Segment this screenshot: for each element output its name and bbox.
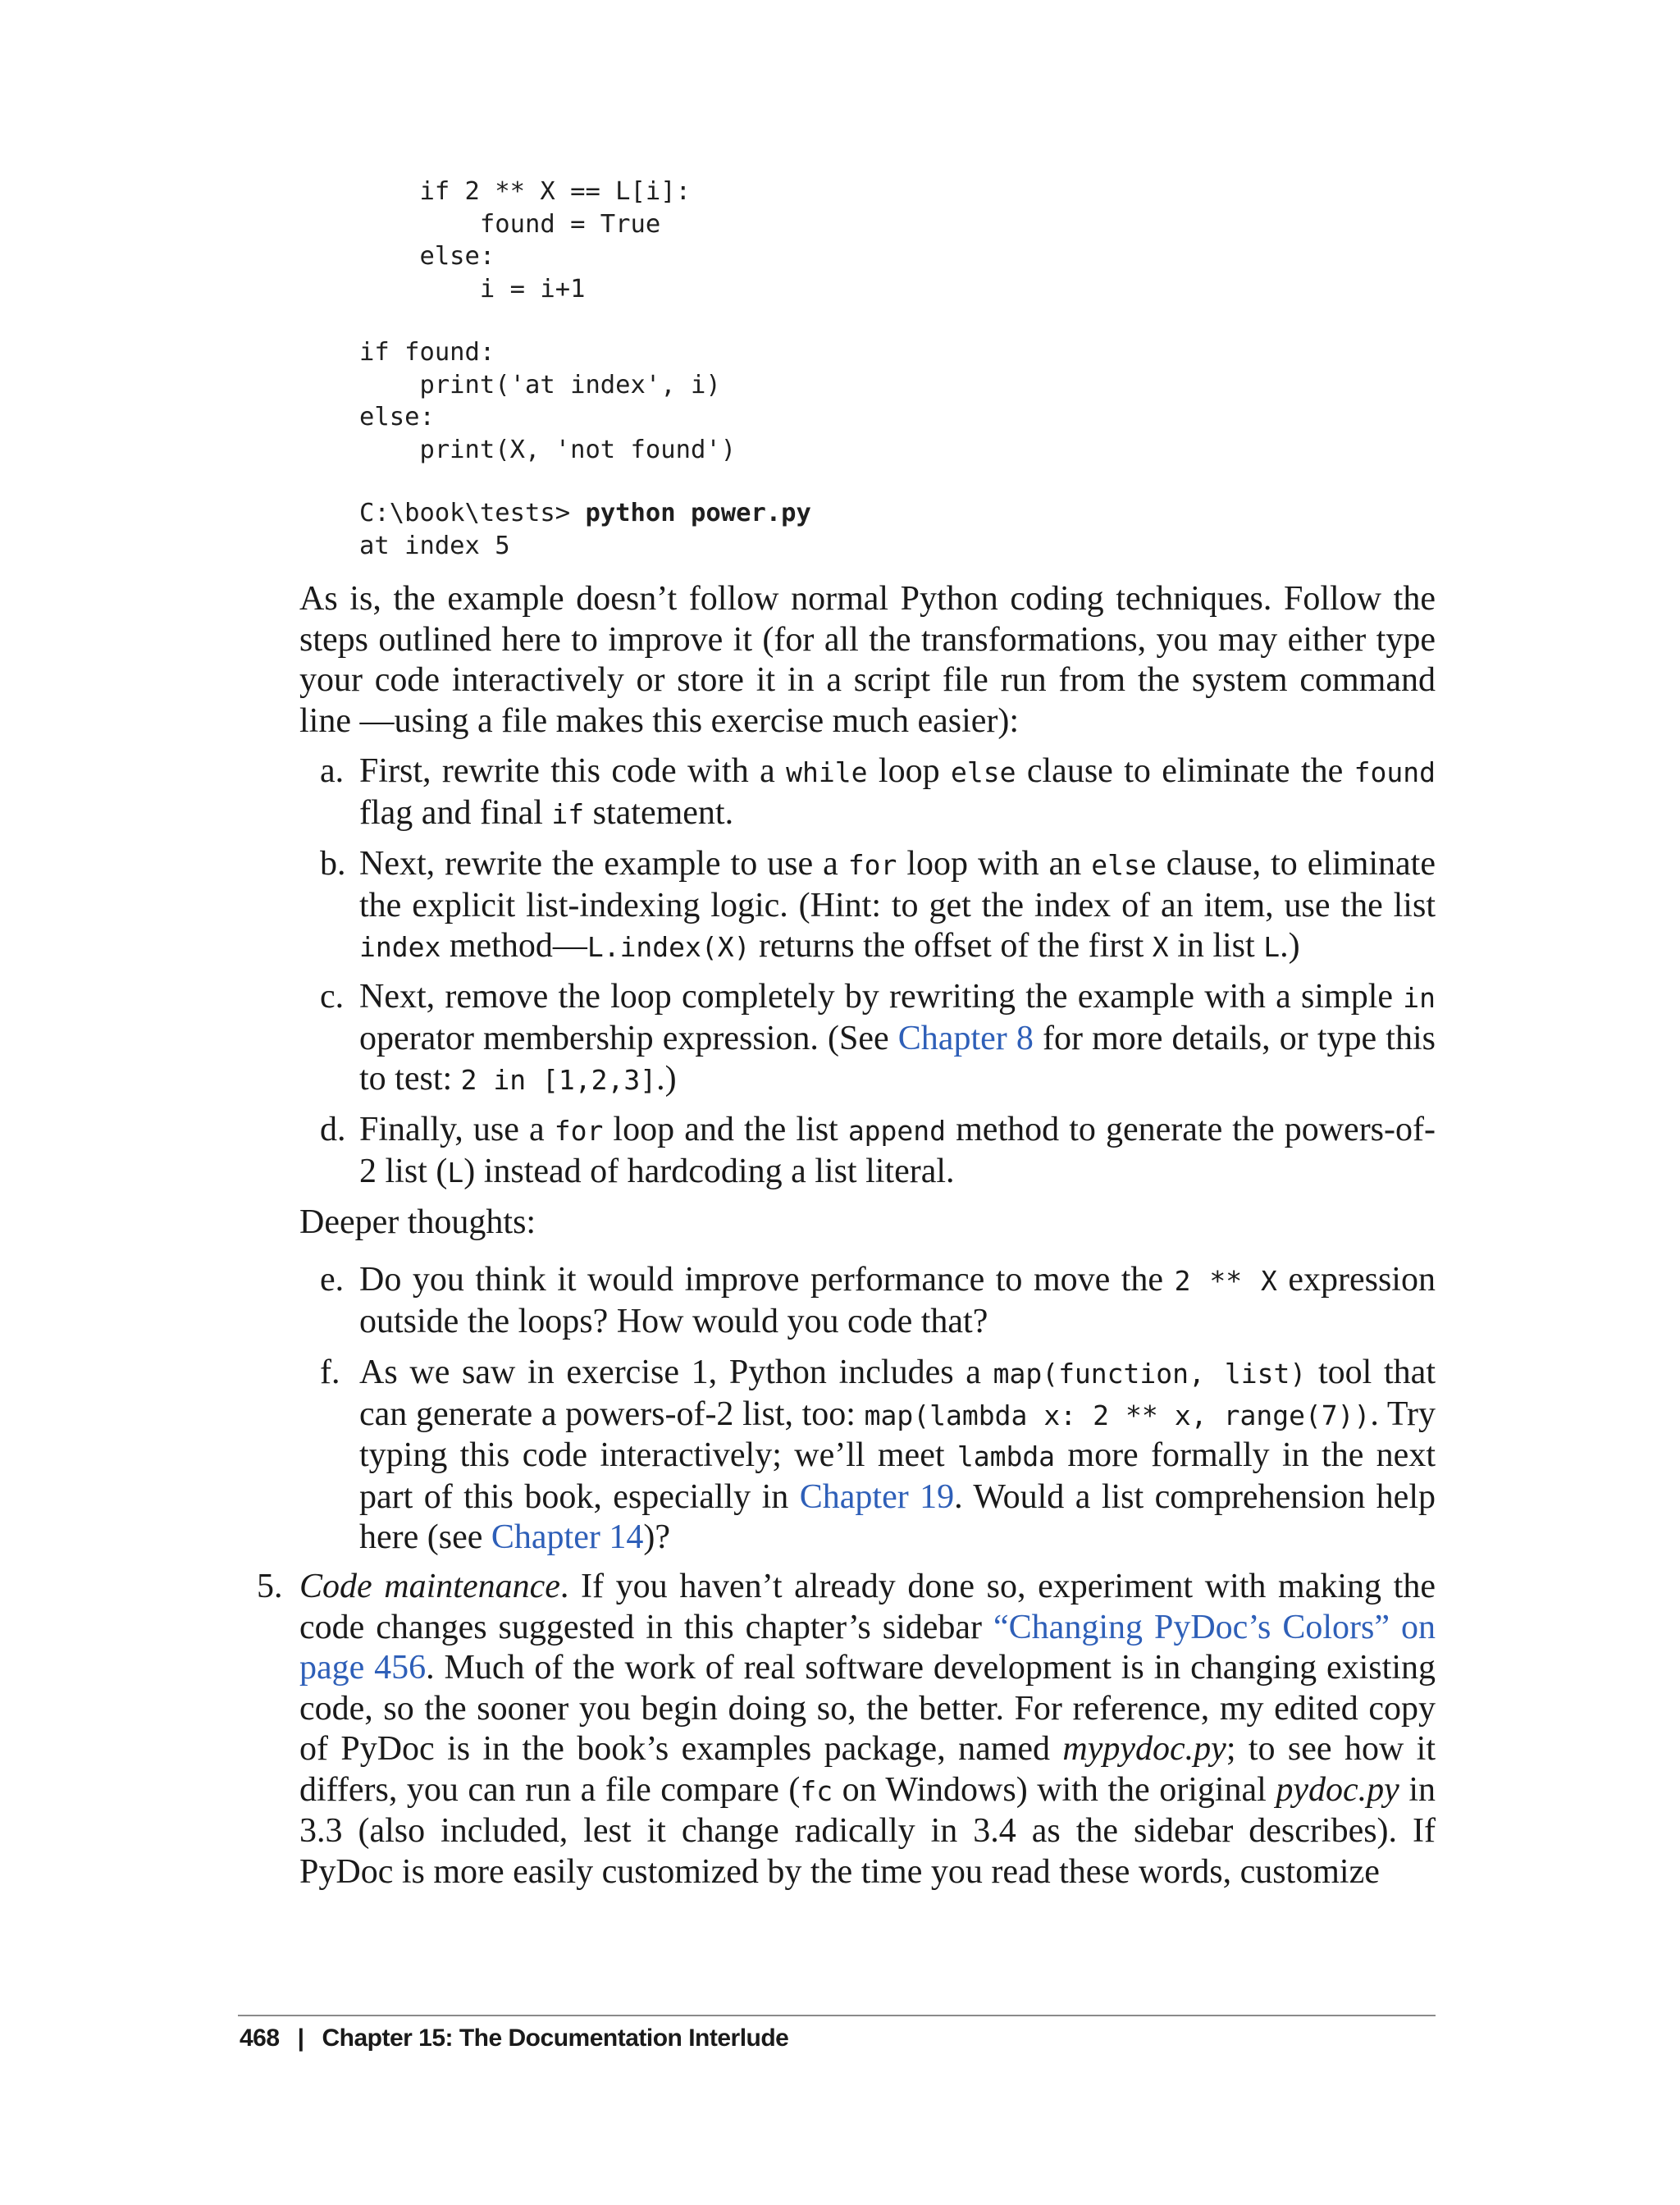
text: .) (1280, 927, 1300, 965)
inline-code: X (1152, 931, 1169, 963)
item-label: d. (320, 1111, 346, 1148)
item-number: 5. (257, 1568, 283, 1605)
exercise-item-b (320, 844, 1436, 968)
exercise-item-e (320, 1260, 1436, 1342)
text: expression outside the loops? How would you code that? (359, 1261, 1436, 1340)
text: returns the offset of the first (750, 927, 1153, 965)
exercise-item-f (320, 1353, 1436, 1559)
chapter-title: Chapter 15: The Documentation Interlude (322, 2025, 789, 2052)
intro-paragraph: As is, the example doesn’t follow normal Python coding techniques. Follow the steps outlined here to improve it (for all the transformations, you may either type your code interactively or store it in a script file run from the system command line —using a file makes this exercise much easier): (299, 580, 1436, 740)
text: on Windows) with the original (833, 1770, 1276, 1809)
chapter-link[interactable]: Chapter 8 (897, 1019, 1034, 1057)
exercise-item-a (320, 751, 1436, 834)
chapter-link[interactable]: Chapter 19 (799, 1477, 955, 1516)
inline-code: map(function, list) (993, 1358, 1307, 1390)
text: for more details, or type this to test: (359, 1019, 1436, 1098)
code-blank-line (359, 466, 811, 497)
inline-code: found (1354, 756, 1436, 788)
text: . Would a list comprehension help here (see (359, 1477, 1436, 1556)
exercise-title: Code maintenance (299, 1568, 560, 1605)
command-line (359, 497, 811, 530)
text: clause to eliminate the (1016, 752, 1354, 790)
text: Next, rewrite the example to use a (359, 845, 848, 883)
text: First, rewrite this code with a (359, 752, 787, 790)
text: )? (643, 1518, 670, 1556)
item-label: f. (320, 1354, 340, 1391)
text: loop (867, 752, 951, 790)
text: .) (656, 1060, 677, 1098)
code-listing (359, 176, 811, 562)
text: . If you haven’t already done so, experiment with making the code changes suggested in this chapter’s sidebar (299, 1568, 1436, 1646)
inline-code: append (847, 1115, 947, 1147)
inline-code: 2 in [1,2,3] (460, 1064, 657, 1096)
inline-code: lambda (956, 1440, 1056, 1472)
code-line: i = i+1 (359, 274, 586, 304)
text: operator membership expression. (See (359, 1019, 898, 1057)
command-prompt: C:\book\tests> (359, 499, 586, 527)
code-line: if found: (359, 338, 495, 367)
text: As we saw in exercise 1, Python includes a (359, 1354, 993, 1391)
footer-rule (238, 2015, 1436, 2016)
page-footer (240, 2025, 788, 2052)
exercise-5 (257, 1567, 1436, 1892)
text: . Much of the work of real software development is in changing existing code, so the sooner you begin doing so, the better. For reference, my edited copy of PyDoc is in the book’s examples package, named (299, 1649, 1436, 1768)
code-line: print('at index', i) (359, 370, 721, 399)
item-label: b. (320, 845, 346, 883)
filename: pydoc.py (1276, 1770, 1399, 1809)
text: clause, to eliminate the explicit list-indexing logic. (Hint: to get the index of an item, use the list (359, 845, 1436, 924)
inline-code: while (786, 756, 868, 788)
inline-code: L (1263, 931, 1281, 963)
text: ) instead of hardcoding a list literal. (463, 1152, 955, 1190)
inline-code: fc (800, 1774, 833, 1807)
text: flag and final (359, 793, 552, 832)
inline-code: L.index(X) (587, 931, 751, 963)
text: more formally in the next part of this book, especially in (359, 1436, 1436, 1516)
item-label: e. (320, 1261, 345, 1299)
code-line: else: (359, 242, 495, 271)
sidebar-link[interactable]: “Changing PyDoc’s Colors” on page 456 (299, 1608, 1436, 1687)
inline-code: 2 ** X (1174, 1265, 1277, 1297)
inline-code: in (1403, 982, 1436, 1014)
inline-code: for (554, 1115, 604, 1147)
text: loop and the list (603, 1111, 848, 1148)
text: Finally, use a (359, 1111, 555, 1148)
item-label: c. (320, 978, 345, 1016)
inline-code: else (1091, 849, 1157, 881)
inline-code: if (551, 797, 585, 830)
code-line: else: (359, 403, 435, 431)
code-line: print(X, 'not found') (359, 435, 737, 464)
page-number: 468 (240, 2025, 280, 2052)
inline-code: else (950, 756, 1016, 788)
inline-code: map(lambda x: 2 ** x, range(7)) (864, 1399, 1371, 1431)
item-label: a. (320, 752, 345, 790)
text: ; to see how it differs, you can run a file compare ( (299, 1730, 1436, 1809)
text: loop with an (897, 845, 1092, 883)
text: in list (1168, 927, 1264, 965)
inline-code: index (359, 931, 441, 963)
text: method to generate the powers-of-2 list ( (359, 1111, 1436, 1190)
text: Do you think it would improve performance to move the (359, 1261, 1175, 1299)
command-text: python power.py (585, 499, 811, 527)
inline-code: for (847, 849, 897, 881)
text: . Try typing this code interactively; we’ll meet (359, 1395, 1436, 1474)
text: method— (441, 927, 587, 965)
exercise-item-d (320, 1110, 1436, 1193)
deeper-thoughts-heading: Deeper thoughts: (299, 1203, 536, 1241)
text: statement. (584, 793, 734, 832)
text: Next, remove the loop completely by rewriting the example with a simple (359, 978, 1404, 1016)
code-output-line: at index 5 (359, 531, 510, 560)
footer-separator: | (297, 2025, 304, 2052)
code-line: found = True (359, 209, 661, 239)
chapter-link[interactable]: Chapter 14 (491, 1518, 644, 1556)
text: tool that can generate a powers-of-2 list, too: (359, 1354, 1436, 1433)
code-blank-line (359, 305, 811, 336)
exercise-item-c (320, 977, 1436, 1101)
code-line: if 2 ** X == L[i]: (359, 177, 691, 206)
text: in 3.3 (also included, lest it change radically in 3.4 as the sidebar describes). If PyDoc is more easily customized by the time you read these words, customize (299, 1770, 1436, 1891)
filename: mypydoc.py (1062, 1730, 1226, 1768)
inline-code: L (447, 1156, 464, 1189)
